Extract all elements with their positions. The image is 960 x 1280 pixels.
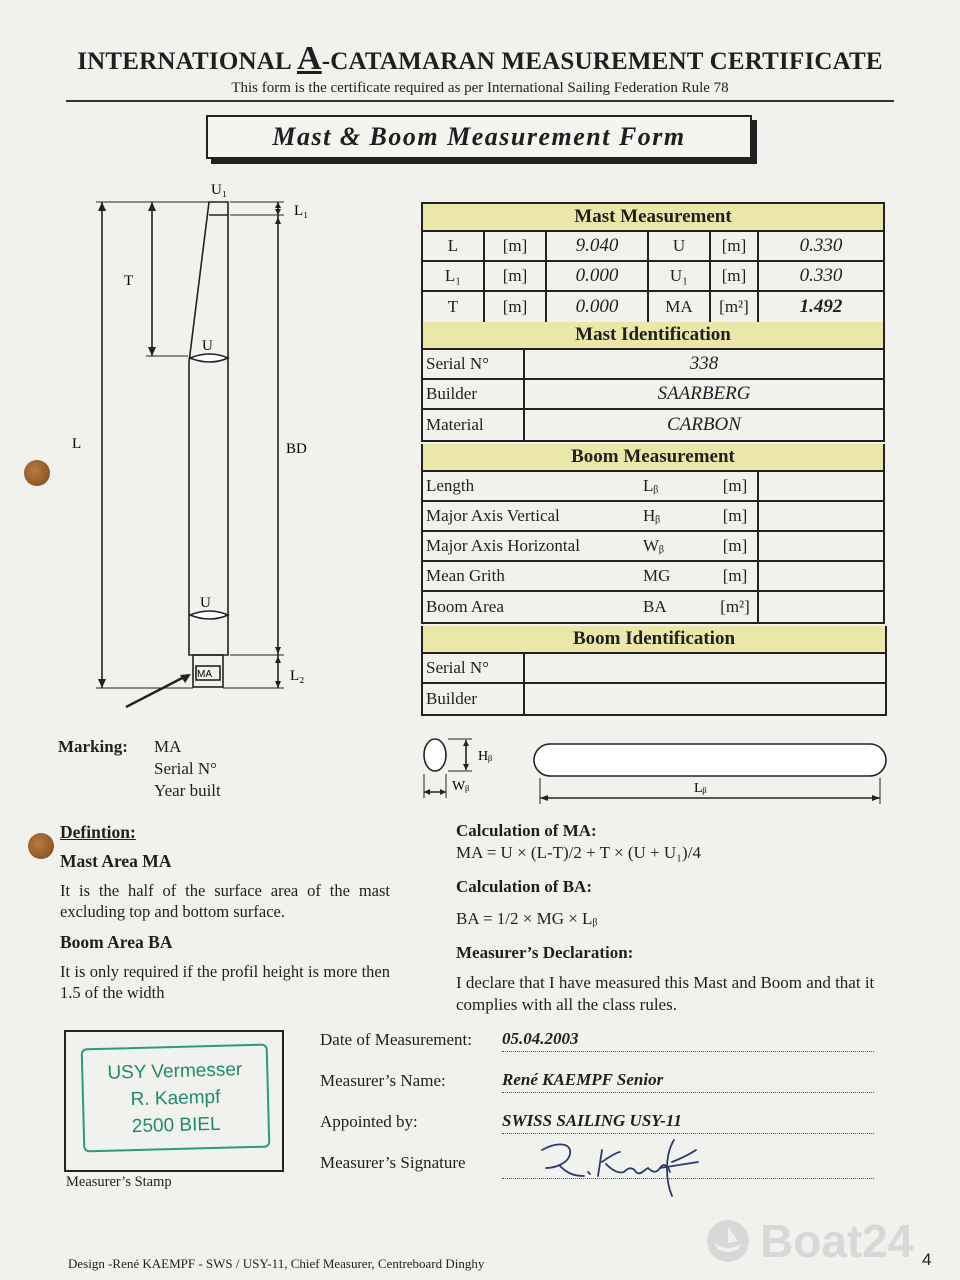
param-value: 0.000 <box>547 292 649 322</box>
table-row <box>423 232 883 262</box>
boom-param-value <box>759 592 883 622</box>
boom-param-value <box>759 532 883 560</box>
boat24-logo-icon <box>706 1219 750 1263</box>
certificate-subtitle: This form is the certificate required as per International Sailing Federation Rule 78 <box>231 80 729 96</box>
param-unit: [m] <box>485 232 547 260</box>
table-row <box>423 262 883 292</box>
param-label: MA <box>649 292 711 322</box>
date-value: 05.04.2003 <box>502 1030 874 1052</box>
ma-calc-heading: Calculation of MA: <box>456 821 597 840</box>
table-row <box>423 472 883 502</box>
marking-item: Serial N° <box>154 759 217 778</box>
signature-label: Measurer’s Signature <box>320 1153 466 1172</box>
param-label: U₁ <box>649 262 711 290</box>
mast-identification-table <box>421 322 885 442</box>
boom-param-symbol: MG <box>643 566 671 585</box>
form-title: Mast & Boom Measurement Form <box>206 115 752 159</box>
id-label: Builder <box>423 380 525 408</box>
marking-block <box>58 736 221 802</box>
table-row <box>423 502 883 532</box>
param-value: 0.330 <box>799 265 843 286</box>
param-unit: [m] <box>485 292 547 322</box>
boom-param-value <box>759 562 883 590</box>
param-unit: [m] <box>485 262 547 290</box>
appointed-by-value: SWISS SAILING USY-11 <box>502 1112 874 1134</box>
date-label: Date of Measurement: <box>320 1030 472 1049</box>
table-row <box>423 532 883 562</box>
definition-block <box>60 822 390 1003</box>
boom-param-unit: [m] <box>713 472 759 500</box>
label-u-upper: U <box>202 338 213 354</box>
label-l1: L₁ <box>294 203 309 219</box>
ma-formula: MA = U × (L-T)/2 + T × (U + U₁)/4 <box>456 843 701 862</box>
label-t: T <box>124 273 134 289</box>
mast-measurement-header: Mast Measurement <box>423 204 883 232</box>
boom-param-label: Major Axis Horizontal <box>426 536 580 555</box>
page-number: 4 <box>922 1250 932 1269</box>
param-value: 0.000 <box>547 262 649 290</box>
boom-figure <box>418 732 893 804</box>
certificate-title <box>0 40 960 78</box>
title-class-letter: A <box>296 40 322 77</box>
param-unit: [m] <box>711 232 759 260</box>
id-label: Builder <box>423 684 525 714</box>
param-label: T <box>423 292 485 322</box>
mast-identification-header: Mast Identification <box>423 322 883 350</box>
ba-calc-heading: Calculation of BA: <box>456 877 592 896</box>
boat24-watermark <box>706 1214 913 1268</box>
boom-param-value <box>759 502 883 530</box>
calculation-block <box>456 820 896 1016</box>
definition-heading: Defintion: <box>60 822 136 842</box>
mast-outline <box>189 202 228 655</box>
mast-measurement-table <box>421 202 885 324</box>
id-value: 338 <box>689 353 719 374</box>
boom-param-unit: [m²] <box>713 592 759 622</box>
label-bd: BD <box>286 441 307 457</box>
boom-param-unit: [m] <box>713 532 759 560</box>
handwritten-signature <box>536 1132 716 1202</box>
id-label: Material <box>423 410 525 440</box>
id-value: SAARBERG <box>657 383 751 404</box>
ba-formula: BA = 1/2 × MG × Lᵦ <box>456 909 598 928</box>
table-row <box>423 380 883 410</box>
ma-result-value: 1.492 <box>799 296 843 317</box>
label-u-lower: U <box>200 595 211 611</box>
param-value: 0.330 <box>799 235 843 256</box>
label-lb: Lᵦ <box>694 781 707 796</box>
boom-param-label: Length <box>426 476 475 495</box>
boom-identification-header: Boom Identification <box>423 626 885 654</box>
title-part-2: -CATAMARAN MEASUREMENT CERTIFICATE <box>321 48 883 75</box>
stamp-imprint <box>81 1044 271 1153</box>
mast-diagram <box>60 180 330 720</box>
label-wb: Wᵦ <box>452 779 470 794</box>
boom-area-heading: Boom Area BA <box>60 932 173 952</box>
stamp-line: 2500 BIEL <box>131 1113 221 1138</box>
boom-param-unit: [m] <box>713 562 759 590</box>
table-row <box>423 562 883 592</box>
table-row <box>423 684 885 714</box>
declaration-heading: Measurer’s Declaration: <box>456 943 634 962</box>
mast-area-heading: Mast Area MA <box>60 851 172 871</box>
appointed-by-label: Appointed by: <box>320 1112 418 1131</box>
stamp-label: Measurer’s Stamp <box>66 1174 172 1190</box>
boom-param-label: Major Axis Vertical <box>426 506 560 525</box>
measurer-name-label: Measurer’s Name: <box>320 1071 446 1090</box>
mast-area-text: It is the half of the surface area of the mast excluding top and bottom surface. <box>60 881 390 921</box>
param-unit: [m²] <box>711 292 759 322</box>
boom-measurement-header: Boom Measurement <box>423 444 883 472</box>
boom-param-symbol: Hᵦ <box>643 506 661 525</box>
marking-label: Marking: <box>58 737 128 756</box>
boom-param-value <box>759 472 883 500</box>
upper-profile <box>190 354 228 362</box>
param-unit: [m] <box>711 262 759 290</box>
boom-param-unit: [m] <box>713 502 759 530</box>
boom-identification-table <box>421 626 887 716</box>
lower-profile <box>190 611 228 619</box>
table-row <box>423 654 885 684</box>
boom-measurement-table <box>421 444 885 624</box>
stamp-line: USY Vermesser <box>107 1059 243 1084</box>
boom-param-symbol: Wᵦ <box>643 536 664 555</box>
measurer-name-value: René KAEMPF Senior <box>502 1071 874 1093</box>
label-l: L <box>72 436 82 452</box>
id-value <box>525 684 885 714</box>
boom-param-label: Boom Area <box>426 597 504 616</box>
marking-item: Year built <box>154 781 221 800</box>
id-label: Serial N° <box>423 654 525 682</box>
param-label: L₁ <box>423 262 485 290</box>
table-row <box>423 350 883 380</box>
title-part-1: INTERNATIONAL <box>77 48 297 75</box>
param-label: L <box>423 232 485 260</box>
punch-hole-top <box>24 460 50 486</box>
marking-item: MA <box>154 737 182 756</box>
param-value: 9.040 <box>547 232 649 260</box>
label-hb: Hᵦ <box>478 749 493 764</box>
table-row <box>423 592 883 622</box>
boom-area-text: It is only required if the profil height is more then 1.5 of the width <box>60 962 390 1002</box>
label-ma-box: MA <box>197 669 212 680</box>
design-credit: Design -René KAEMPF - SWS / USY-11, Chief Measurer, Centreboard Dinghy <box>68 1256 485 1271</box>
measurer-stamp-box <box>64 1030 284 1172</box>
param-label: U <box>649 232 711 260</box>
boom-param-symbol: BA <box>643 597 667 616</box>
table-row <box>423 410 883 440</box>
id-label: Serial N° <box>423 350 525 378</box>
punch-hole-bottom <box>28 833 54 859</box>
header-divider <box>66 100 894 102</box>
table-row <box>423 292 883 322</box>
boom-param-symbol: Lᵦ <box>643 476 659 495</box>
declaration-text: I declare that I have measured this Mast and Boom and that it complies with all the class rules. <box>456 973 875 1014</box>
boom-param-label: Mean Grith <box>426 566 505 585</box>
watermark-text: Boat24 <box>760 1215 914 1267</box>
label-l2: L₂ <box>290 668 305 684</box>
label-u1: U₁ <box>211 182 228 198</box>
stamp-line: R. Kaempf <box>130 1086 221 1111</box>
id-value <box>525 654 885 682</box>
id-value: CARBON <box>667 414 741 435</box>
